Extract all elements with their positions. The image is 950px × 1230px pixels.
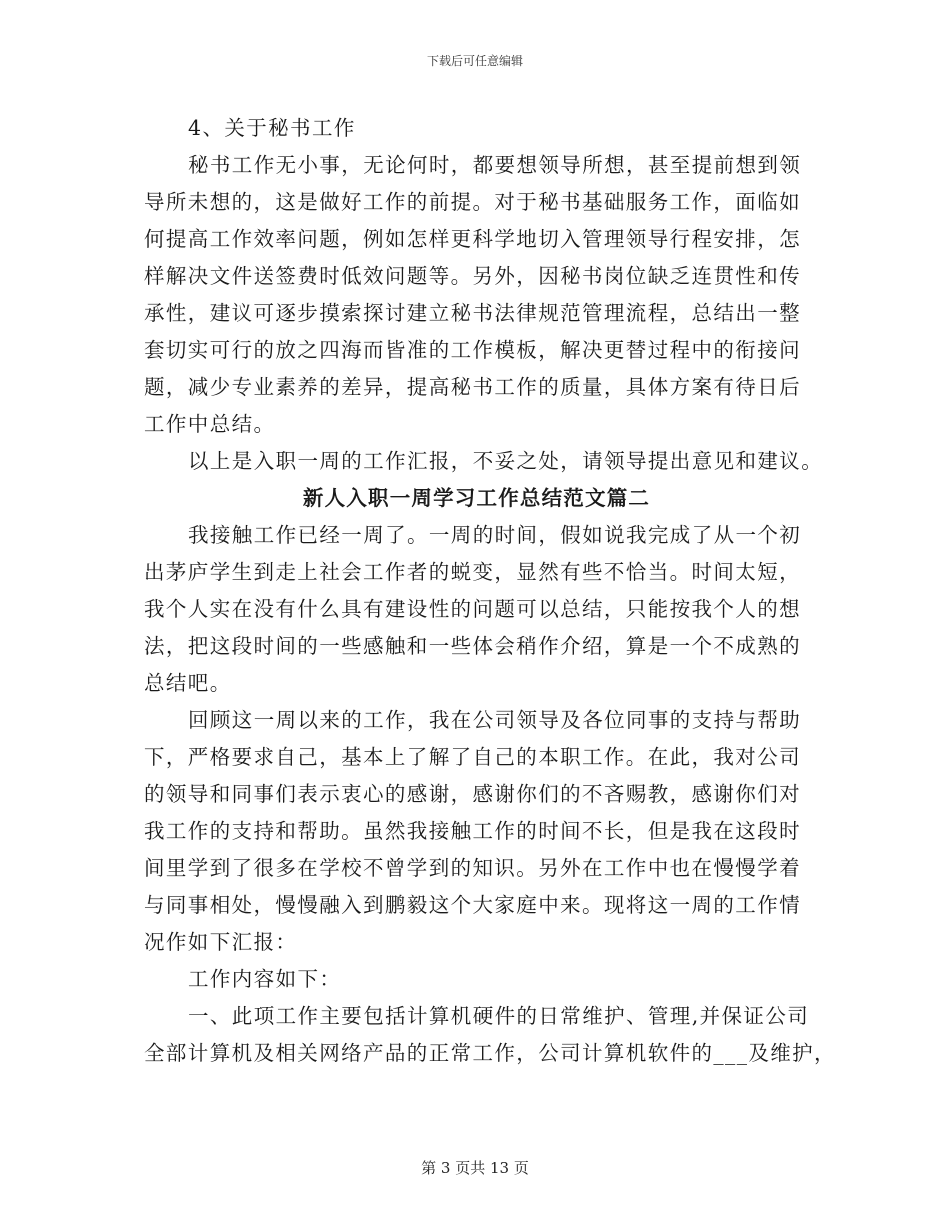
paragraph-line: 我个人实在没有什么具有建设性的问题可以总结，只能按我个人的想 — [144, 597, 801, 621]
paragraph-line: 的领导和同事们表示衷心的感谢，感谢你们的不吝赐教，感谢你们对 — [144, 782, 801, 806]
document-body — [144, 110, 836, 1072]
paragraph-line: 法，把这段时间的一些感触和一些体会稍作介绍，算是一个不成熟的 — [144, 634, 801, 658]
paragraph-line: 我接触工作已经一周了。一周的时间，假如说我完成了从一个初 — [188, 523, 802, 547]
paragraph-line: 间里学到了很多在学校不曾学到的知识。另外在工作中也在慢慢学着 — [144, 856, 801, 880]
paragraph-line: 工作中总结。 — [144, 412, 276, 436]
paragraph-line: 总结吧。 — [144, 671, 232, 695]
paragraph-line: 回顾这一周以来的工作，我在公司领导及各位同事的支持与帮助 — [188, 708, 802, 732]
paragraph-line: 全部计算机及相关网络产品的正常工作，公司计算机软件的___及维护， — [144, 1041, 836, 1065]
paragraph-line: 出茅庐学生到走上社会工作者的蜕变，显然有些不恰当。时间太短， — [144, 560, 801, 584]
page-number: 第 3 页共 13 页 — [421, 1159, 529, 1177]
paragraph-line: 承性，建议可逐步摸索探讨建立秘书法律规范管理流程，总结出一整 — [144, 301, 801, 325]
paragraph-line: 以上是入职一周的工作汇报，不妥之处，请领导提出意见和建议。 — [188, 449, 824, 473]
paragraph-line: 工作内容如下： — [188, 967, 342, 991]
paragraph-line: 与同事相处，慢慢融入到鹏毅这个大家庭中来。现将这一周的工作情 — [144, 893, 801, 917]
paragraph-line: 一、此项工作主要包括计算机硬件的日常维护、管理,并保证公司 — [188, 1004, 810, 1028]
paragraph-line: 套切实可行的放之四海而皆准的工作模板，解决更替过程中的衔接问 — [144, 338, 801, 362]
paragraph-line: 我工作的支持和帮助。虽然我接触工作的时间不长，但是我在这段时 — [144, 819, 801, 843]
page-header: 下载后可任意编辑 — [426, 54, 523, 68]
paragraph-line: 况作如下汇报： — [144, 930, 298, 954]
paragraph-line: 下，严格要求自己，基本上了解了自己的本职工作。在此，我对公司 — [144, 745, 801, 769]
article-title: 新人入职一周学习工作总结范文篇二 — [302, 486, 651, 510]
paragraph-line: 题，减少专业素养的差异，提高秘书工作的质量，具体方案有待日后 — [144, 375, 801, 399]
section-heading: 4、关于秘书工作 — [188, 116, 356, 140]
paragraph-line: 秘书工作无小事，无论何时，都要想领导所想，甚至提前想到领 — [188, 153, 802, 177]
paragraph-line: 何提高工作效率问题，例如怎样更科学地切入管理领导行程安排，怎 — [144, 227, 801, 251]
paragraph-line: 样解决文件送签费时低效问题等。另外，因秘书岗位缺乏连贯性和传 — [144, 264, 801, 288]
paragraph-line: 导所未想的，这是做好工作的前提。对于秘书基础服务工作，面临如 — [144, 190, 801, 214]
